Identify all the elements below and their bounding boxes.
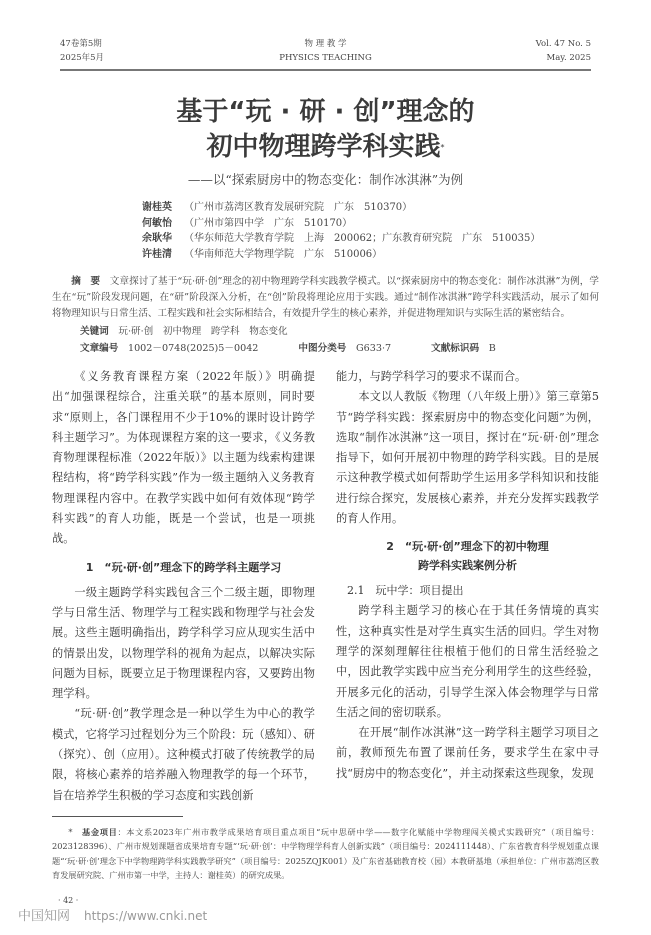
footnote-label: 基金项目 (82, 826, 118, 837)
author-name: 谢桂英 (142, 202, 172, 213)
cnki-watermark (18, 908, 599, 925)
section-heading-2-line-2: 跨学科实践案例分析 (418, 559, 517, 573)
header-date: 2025年5月 (60, 53, 105, 63)
header-center (180, 37, 471, 65)
cnki-url[interactable]: https://www.cnki.net (84, 908, 208, 923)
abstract-text: 文章探讨了基于“玩·研·创”理念的初中物理跨学科实践教学模式。以“探索厨房中的物态变化：制作冰淇淋”为例，学生在“玩”阶段发现问题，在“研”阶段深入分析，在“创”阶段将理论应用于实践。通过“制作冰淇淋”跨学科实践活动，展示了如何将物理知识与日常生活、工程实践和社会实际相结合，有效提升学生的核心素养，并促进物理知识与实际生活的紧密结合。 (52, 276, 600, 319)
doc-code: B (488, 343, 496, 354)
author-row (142, 216, 599, 232)
journal-name-cn: 物 理 教 学 (304, 39, 347, 49)
keywords (80, 324, 599, 340)
author-affiliation: （华南师范大学物理学院 广东 510006） (184, 248, 383, 260)
clc-code: G633·7 (355, 343, 392, 354)
clc-group (298, 341, 391, 357)
article-no: 1002－0748(2025)5－0042 (127, 343, 259, 354)
author-affiliation: （广州市第四中学 广东 510170） (184, 217, 353, 229)
author-name: 许桂清 (142, 248, 172, 260)
paragraph: 《义务教育课程方案（2022年版）》明确提出“加强课程综合，注重关联”的基本原则，同时要求“原则上，各门课程用不少于10%的课时设计跨学科主题学习”。为体现课程方案的这一要求，《义务教育物理课程标准（2022年版）》以主题为线索构建课程结构，将“跨学科实践”作为一级主题纳入义务教育物理课程内容中。在教学实践中如何有效体现“跨学科实践”的育人功能，既是一个尝试，也是一项挑战。 (52, 370, 315, 546)
header-volume: 47卷第5期 (60, 39, 102, 49)
article-title (52, 95, 599, 165)
body-column-right (336, 367, 599, 784)
section-heading-2-line-1: 2 “玩·研·创”理念下的初中物理 (386, 540, 549, 554)
footnote-divider (52, 816, 183, 817)
paragraph: 跨学科主题学习的核心在于其任务情境的真实性，这种真实性是对学生真实生活的回归。学生对物理学的深刻理解往往根植于他们的日常生活经验之中，因此教学实践中应当充分利用学生的这些经验，开展多元化的活动，引导学生深入体会物理学与日常生活之间的密切联系。 (336, 604, 599, 719)
author-list (142, 200, 599, 262)
author-affiliation: （广州市荔湾区教育发展研究院 广东 510370） (184, 202, 413, 213)
author-name: 余耿华 (142, 233, 172, 244)
header-divider (60, 69, 591, 71)
subsection-heading-2-1: 2.1 玩中学：项目提出 (347, 584, 464, 598)
body-column-left (52, 367, 315, 806)
author-row (142, 200, 599, 216)
journal-name-en: PHYSICS TEACHING (279, 53, 372, 63)
article-subtitle: ——以“探索厨房中的物态变化：制作冰淇淋”为例 (187, 172, 464, 187)
body-columns (52, 367, 599, 806)
author-name: 何敏怡 (142, 217, 172, 229)
title-footnote-mark: * (440, 143, 445, 152)
abstract (52, 274, 599, 322)
title-line-2-text: 初中物理跨学科实践 (206, 132, 441, 162)
paragraph: “玩·研·创”教学理念是一种以学生为中心的教学模式，它将学习过程划分为三个阶段：玩（感知）、研（探究）、创（应用）。这种模式打破了传统教学的局限，将核心素养的培养融入物理教学的每一个环节，旨在培养学生积极的学习态度和实践创新 (52, 707, 315, 802)
paragraph: 一级主题跨学科实践包含三个二级主题，即物理学与日常生活、物理学与工程实践和物理学与社会发展。这些主题明确指出，跨学科学习应从现实生活中的情景出发，以物理学科的视角为起点，以解决实际问题为目标，既要立足于物理课程内容，又要跨出物理学科。 (52, 585, 315, 701)
footnote-marker: * (68, 826, 73, 837)
header-date-en: May. 2025 (546, 53, 591, 63)
paragraph: 在开展“制作冰淇淋”这一跨学科主题学习项目之前，教师预先布置了课前任务，要求学生在家中寻找“厨房中的物态变化”，并主动探索这些现象，发现 (336, 726, 599, 780)
page-number: · 42 · (58, 895, 79, 905)
running-header (60, 37, 591, 67)
abstract-label: 摘 要 (71, 276, 101, 287)
doc-code-group (431, 341, 496, 357)
title-line-2 (52, 130, 599, 165)
header-left (60, 37, 104, 65)
article-no-label: 文章编号 (80, 343, 119, 354)
keywords-label: 关键词 (80, 326, 109, 337)
title-line-1: 基于“玩 · 研 · 创”理念的 (176, 97, 475, 127)
header-right (536, 37, 591, 65)
paragraph: 能力，与跨学科学习的要求不谋而合。 (336, 370, 527, 383)
author-row (142, 231, 599, 247)
keywords-text: 玩·研·创 初中物理 跨学科 物态变化 (118, 326, 288, 337)
article-no-group (80, 341, 258, 357)
article-metadata (80, 341, 599, 357)
author-affiliation: （华东师范大学教育学院 上海 200062；广东教育研究院 广东 510035） (184, 233, 541, 244)
footnote-text: ：本文系2023年广州市教学成果培育项目重点项目“玩中思研中学——数字化赋能中学物理闯关模式实践研究”（项目编号：2023128396）、广州市规划课题省成果培育专题“‘玩·研·创’：中学物理学科育人创新实践”（项目编号：2024111448）、广东省教育科学规划重点课题“‘玩·研·创’理念下中学物理跨学科实践教学研究”（项目编号：2025ZQJK001）及广东省基础教育校（园）本教研基地（承担单位：广州市荔湾区教育发展研究院、广州市第一中学，主持人：谢桂英）的研究成果。 (52, 826, 599, 881)
header-volume-en: Vol. 47 No. 5 (535, 39, 591, 49)
section-heading-2 (336, 537, 599, 575)
paragraph: 本文以人教版《物理（八年级上册）》第三章第5节“跨学科实践：探索厨房中的物态变化问题”为例，选取“制作冰淇淋”这一项目，探讨在“玩·研·创”理念指导下，如何开展初中物理的跨学科实践。目的是展示这种教学模式如何帮助学生运用多学科知识和技能进行综合探究，发展核心素养，并充分发挥实践教学的育人作用。 (336, 390, 599, 526)
section-heading-1: 1 “玩·研·创”理念下的跨学科主题学习 (85, 560, 282, 574)
footnote (52, 825, 599, 883)
cnki-logo-text: 中国知网 (18, 908, 71, 924)
clc-label: 中图分类号 (298, 343, 347, 354)
doc-code-label: 文献标识码 (431, 343, 480, 354)
author-row (142, 247, 599, 263)
